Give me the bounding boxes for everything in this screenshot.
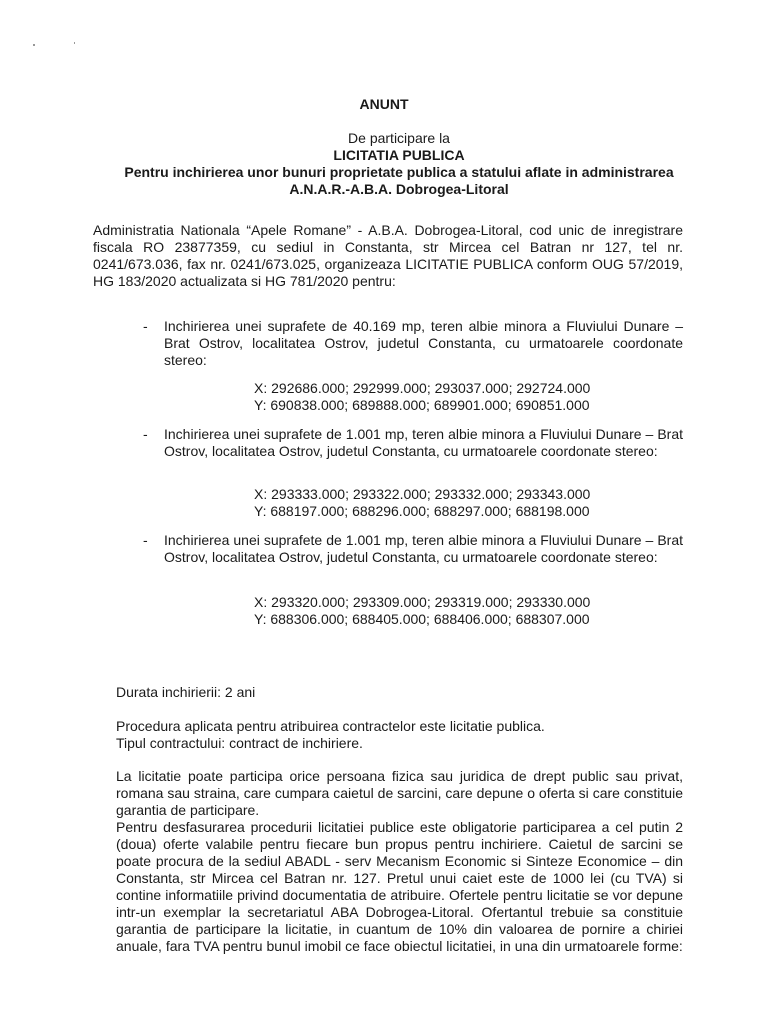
- bullet-marker: -: [143, 426, 148, 442]
- scan-speck: [33, 44, 35, 46]
- document-subtitle: [60, 130, 738, 198]
- subtitle-line: De participare la: [348, 130, 450, 146]
- lease-item-text: Inchirierea unei suprafete de 1.001 mp, teren albie minora a Fluviului Dunare – Brat Ostrov, localitatea Ostrov, judetul Constanta, cu urmatoarele coordonate stereo:: [164, 532, 683, 565]
- x-coordinates: X: 293320.000; 293309.000; 293319.000; 293330.000: [254, 594, 591, 610]
- coordinates-block: [254, 380, 590, 414]
- coordinates-block: [254, 486, 590, 520]
- y-coordinates: Y: 688197.000; 688296.000; 688297.000; 688198.000: [254, 503, 590, 519]
- lease-item-text: Inchirierea unei suprafete de 40.169 mp, teren albie minora a Fluviului Dunare – Brat Ostrov, localitatea Ostrov, judetul Constanta, cu urmatoarele coordonate stereo:: [164, 318, 683, 368]
- scan-speck: [74, 42, 75, 44]
- y-coordinates: Y: 690838.000; 689888.000; 689901.000; 690851.000: [254, 397, 590, 413]
- y-coordinates: Y: 688306.000; 688405.000; 688406.000; 688307.000: [254, 611, 590, 627]
- contract-type-text: Tipul contractului: contract de inchiriere.: [116, 735, 363, 751]
- document-title: ANUNT: [359, 96, 409, 112]
- bullet-marker: -: [143, 532, 148, 548]
- procedure-text: Procedura aplicata pentru atribuirea contractelor este licitatie publica.: [116, 718, 545, 734]
- conditions-paragraph: Pentru desfasurarea procedurii licitatiei publice este obligatorie participarea a cel putin 2 (doua) oferte valabile pentru fiecare bun propus pentru inchiriere. Caietul de sarcini se poate procura de la sediul ABADL - serv Mecanism Economic si Sinteze Economice – din Constanta, str Mircea cel Batran nr. 127. Pretul unui caiet este de 1000 lei (cu TVA) si contine informatiile privind documentatia de atribuire. Ofertele pentru licitatie se vor depune intr-un exemplar la secretariatul ABA Dobrogea-Litoral. Ofertantul trebuie sa constituie garantia de participare la licitatie, in cuantum de 10% din valoarea de pornire a chiriei anuale, fara TVA pentru bunul imobil ce face obiectul licitatiei, in una din urmatoarele forme:: [116, 819, 683, 954]
- x-coordinates: X: 292686.000; 292999.000; 293037.000; 292724.000: [254, 380, 591, 396]
- subtitle-line: LICITATIA PUBLICA: [333, 147, 465, 163]
- intro-paragraph: Administratia Nationala “Apele Romane” - A.B.A. Dobrogea-Litoral, cod unic de inregistrare fiscala RO 23877359, cu sediul in Constanta, str Mircea cel Batran nr 127, tel nr. 0241/673.036, fax nr. 0241/673.025, organizeaza LICITATIE PUBLICA conform OUG 57/2019, HG 183/2020 actualizata si HG 781/2020 pentru:: [93, 222, 683, 289]
- subtitle-line: A.N.A.R.-A.B.A. Dobrogea-Litoral: [289, 181, 509, 197]
- subtitle-line: Pentru inchirierea unor bunuri proprietate publica a statului aflate in administrarea: [124, 164, 674, 180]
- x-coordinates: X: 293333.000; 293322.000; 293332.000; 293343.000: [254, 486, 591, 502]
- lease-duration: Durata inchirierii: 2 ani: [116, 684, 256, 700]
- participation-paragraph: La licitatie poate participa orice persoana fizica sau juridica de drept public sau privat, romana sau straina, care cumpara caietul de sarcini, care depune o oferta si care constituie garantia de participare.: [116, 768, 683, 818]
- bullet-marker: -: [143, 318, 148, 334]
- coordinates-block: [254, 594, 590, 628]
- lease-item-text: Inchirierea unei suprafete de 1.001 mp, teren albie minora a Fluviului Dunare – Brat Ostrov, localitatea Ostrov, judetul Constanta, cu urmatoarele coordonate stereo:: [164, 426, 683, 459]
